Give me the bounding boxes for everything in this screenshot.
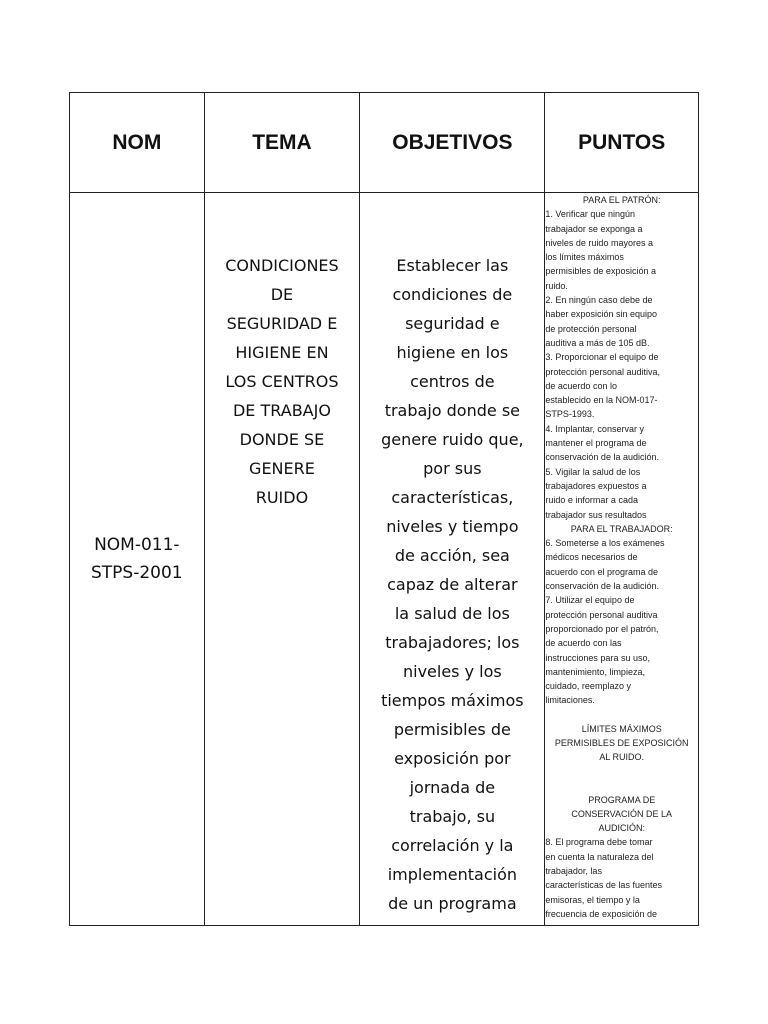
objetivos-line: la salud de los: [394, 604, 510, 623]
tema-line: CONDICIONES: [225, 256, 339, 275]
patron-line: los límites máximos: [545, 252, 624, 263]
trabajador-heading: PARA EL TRABAJADOR:: [570, 523, 673, 534]
objetivos-line: higiene en los: [396, 343, 509, 362]
patron-line: 1. Verificar que ningún: [545, 209, 635, 220]
tema-line: DONDE SE: [239, 430, 325, 449]
header-puntos: PUNTOS: [545, 93, 699, 193]
objetivos-line: trabajo, su: [409, 807, 496, 826]
programa-body-line: emisoras, el tiempo y la: [545, 894, 640, 905]
trabajador-line: mantenimiento, limpieza,: [545, 666, 645, 677]
patron-line: mantener el programa de: [545, 438, 647, 449]
nom-line: STPS-2001: [91, 563, 183, 583]
objetivos-line: implementación: [387, 865, 517, 884]
patron-line: establecido en la NOM-017-: [545, 395, 658, 406]
document-table: [69, 92, 699, 926]
tema-line: LOS CENTROS: [225, 372, 339, 391]
trabajador-line: de acuerdo con las: [545, 638, 622, 649]
header-objetivos: OBJETIVOS: [360, 93, 545, 193]
trabajador-line: 6. Someterse a los exámenes: [545, 538, 665, 549]
patron-line: 5. Vigilar la salud de los: [545, 466, 641, 477]
patron-line: ruido e informar a cada: [545, 495, 638, 506]
trabajador-line: médicos necesarios de: [545, 552, 638, 563]
patron-line: conservación de la audición.: [545, 452, 659, 463]
patron-line: ruido.: [545, 280, 568, 291]
programa-line: AUDICIÓN:: [598, 823, 645, 834]
programa-body-line: características de las fuentes: [545, 880, 662, 891]
tema-line: HIGIENE EN: [235, 343, 329, 362]
header-nom: NOM: [70, 93, 205, 193]
patron-line: trabajador sus resultados: [545, 509, 647, 520]
patron-line: trabajador se exponga a: [545, 223, 643, 234]
programa-body-line: en cuenta la naturaleza del: [545, 851, 654, 862]
objetivos-line: niveles y los: [402, 662, 502, 681]
trabajador-line: cuidado, reemplazo y: [545, 681, 631, 692]
tema-line: SEGURIDAD E: [226, 314, 338, 333]
patron-line: 3. Proporcionar el equipo de: [545, 352, 659, 363]
patron-list: [545, 207, 698, 522]
objetivos-line: de un programa: [388, 894, 517, 913]
objetivos-line: genere ruido que,: [381, 430, 524, 449]
trabajador-list: [545, 536, 698, 708]
programa-body-line: 8. El programa debe tomar: [545, 837, 653, 848]
tema-line: DE: [270, 285, 294, 304]
cell-tema: [204, 193, 360, 926]
patron-line: permisibles de exposición a: [545, 266, 656, 277]
tema-text: [205, 193, 360, 512]
programa-body-line: trabajador, las: [545, 866, 602, 877]
objetivos-line: permisibles de: [393, 720, 511, 739]
patron-line: niveles de ruido mayores a: [545, 237, 653, 248]
patron-heading: PARA EL PATRÓN:: [582, 195, 661, 205]
objetivos-line: seguridad e: [405, 314, 500, 333]
limites-line: LÍMITES MÁXIMOS: [581, 723, 662, 734]
header-tema: TEMA: [204, 93, 360, 193]
cell-objetivos: [360, 193, 545, 926]
objetivos-line: de acción, sea: [394, 546, 510, 565]
trabajador-line: limitaciones.: [545, 695, 595, 706]
tema-line: DE TRABAJO: [232, 401, 331, 420]
trabajador-line: protección personal auditiva: [545, 609, 658, 620]
tema-line: RUIDO: [255, 488, 309, 507]
tema-line: GENERE: [249, 459, 315, 478]
patron-line: de acuerdo con lo: [545, 380, 617, 391]
trabajador-line: acuerdo con el programa de: [545, 566, 658, 577]
patron-line: 2. En ningún caso debe de: [545, 295, 653, 306]
patron-line: de protección personal: [545, 323, 637, 334]
cell-puntos: [545, 193, 699, 926]
trabajador-line: 7. Utilizar el equipo de: [545, 595, 635, 606]
patron-line: auditiva a más de 105 dB.: [545, 337, 650, 348]
objetivos-line: capaz de alterar: [387, 575, 518, 594]
patron-line: protección personal auditiva,: [545, 366, 660, 377]
table-row: [70, 193, 699, 926]
objetivos-line: trabajo donde se: [384, 401, 520, 420]
objetivos-line: Establecer las: [396, 256, 509, 275]
objetivos-line: por sus: [423, 459, 482, 478]
limites-line: PERMISIBLES DE EXPOSICIÓN: [554, 737, 689, 748]
objetivos-line: jornada de: [409, 778, 496, 797]
limites-line: AL RUIDO.: [599, 752, 645, 763]
objetivos-line: niveles y tiempo: [386, 517, 519, 536]
objetivos-line: condiciones de: [392, 285, 513, 304]
objetivos-line: trabajadores; los: [385, 633, 520, 652]
programa-line: CONSERVACIÓN DE LA: [571, 808, 673, 819]
programa-body-line: frecuencia de exposición de: [545, 908, 657, 919]
objetivos-line: exposición por: [394, 749, 511, 768]
header-row: [70, 93, 699, 193]
objetivos-line: centros de: [410, 372, 495, 391]
patron-line: 4. Implantar, conservar y: [545, 423, 644, 434]
patron-line: STPS-1993.: [545, 409, 595, 420]
programa-line: PROGRAMA DE: [588, 794, 656, 805]
programa-list: [545, 835, 698, 921]
trabajador-line: instrucciones para su uso,: [545, 652, 650, 663]
limites-heading: [545, 722, 698, 765]
trabajador-line: proporcionado por el patrón,: [545, 623, 659, 634]
objetivos-line: características,: [391, 488, 514, 507]
programa-heading: [545, 793, 698, 836]
cell-nom: [70, 193, 205, 926]
objetivos-line: correlación y la: [391, 836, 514, 855]
objetivos-text: [360, 193, 544, 918]
patron-line: trabajadores expuestos a: [545, 480, 647, 491]
patron-line: haber exposición sin equipo: [545, 309, 657, 320]
objetivos-line: tiempos máximos: [381, 691, 524, 710]
nom-line: NOM-011-: [94, 535, 180, 555]
trabajador-line: conservación de la audición.: [545, 581, 659, 592]
